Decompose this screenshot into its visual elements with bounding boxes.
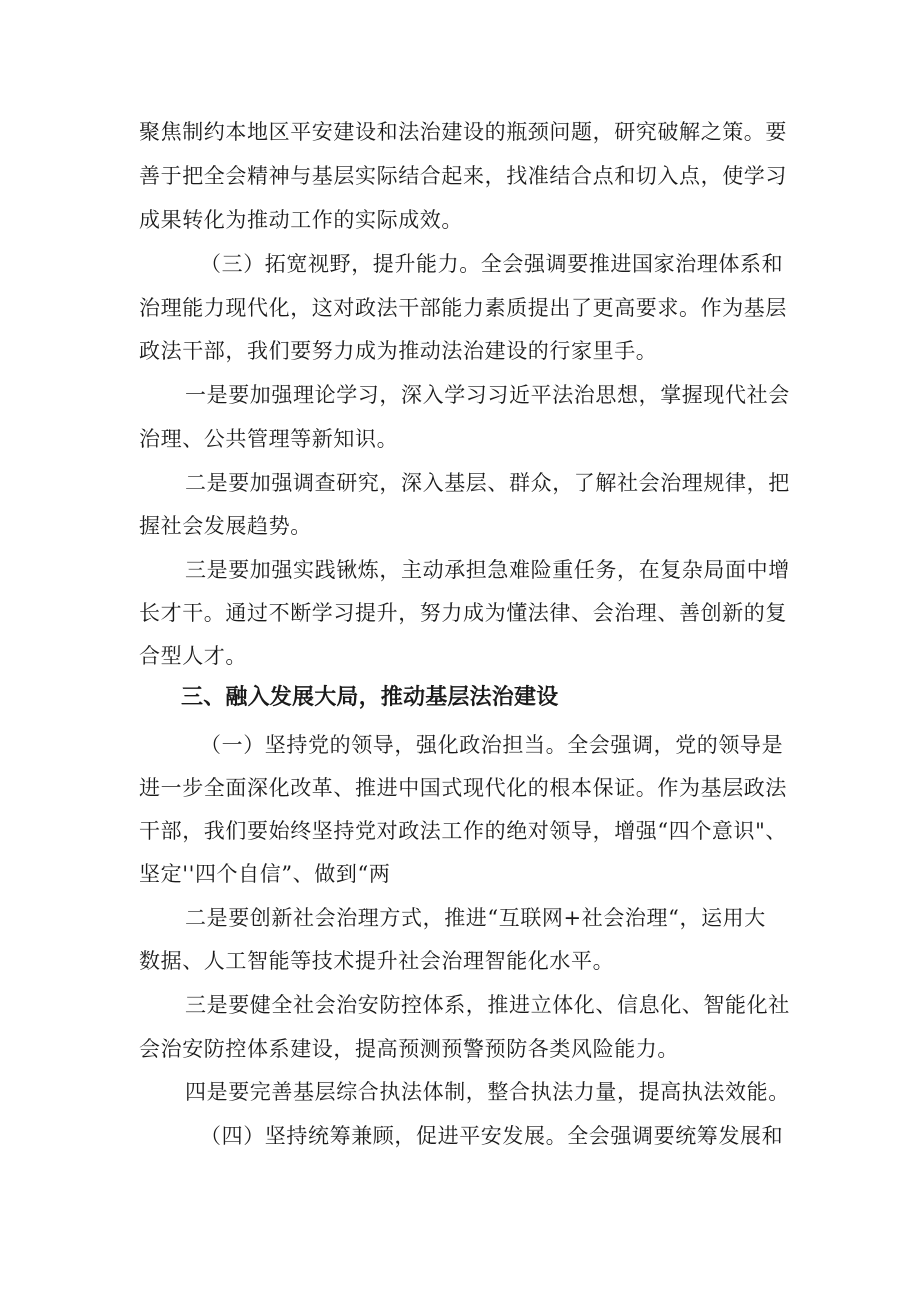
section-heading: 三、融入发展大局，推动基层法治建设 [181, 685, 559, 710]
paragraph-line: 进一步全面深化改革、推进中国式现代化的根本保证。作为基层政法 [139, 776, 787, 800]
paragraph-line: 二是要加强调查研究，深入基层、群众，了解社会治理规律，把 [185, 471, 790, 495]
paragraph-line: 治理能力现代化，这对政法干部能力素质提出了更高要求。作为基层 [139, 296, 787, 320]
paragraph-line: 会治安防控体系建设，提高预测预警预防各类风险能力。 [139, 1037, 679, 1061]
paragraph-line: 坚定''四个自信”、做到“两 [139, 862, 391, 886]
paragraph-line: 四是要完善基层综合执法体制，整合执法力量，提高执法效能。 [185, 1080, 790, 1104]
paragraph-line: 合型人才。 [139, 644, 247, 668]
paragraph-line: 善于把全会精神与基层实际结合起来，找准结合点和切入点，使学习 [139, 164, 787, 188]
paragraph-line: 成果转化为推动工作的实际成效。 [139, 208, 463, 232]
paragraph-line: 干部，我们要始终坚持党对政法工作的绝对领导，增强“四个意识"、 [139, 819, 787, 843]
paragraph-line: （一）坚持党的领导，强化政治担当。全会强调，党的领导是 [200, 733, 784, 757]
paragraph-line: 二是要创新社会治理方式，推进“互联网+社会治理“，运用大 [185, 906, 766, 930]
paragraph-line: 握社会发展趋势。 [139, 514, 312, 538]
paragraph-line: 治理、公共管理等新知识。 [139, 427, 399, 451]
paragraph-line: 三是要加强实践锹炼，主动承担急难险重任务，在复杂局面中增 [185, 558, 790, 582]
paragraph-line: （三）拓宽视野，提升能力。全会强调要推进国家治理体系和 [200, 252, 784, 276]
paragraph-line: （四）坚持统筹兼顾，促进平安发展。全会强调要统筹发展和 [200, 1124, 784, 1148]
paragraph-line: 三是要健全社会治安防控体系，推进立体化、信息化、智能化社 [185, 993, 790, 1017]
paragraph-line: 数据、人工智能等技术提升社会治理智能化水平。 [139, 949, 615, 973]
paragraph-line: 聚焦制约本地区平安建设和法治建设的瓶颈问题，研究破解之策。要 [139, 120, 787, 144]
paragraph-line: 政法干部，我们要努力成为推动法治建设的行家里手。 [139, 339, 658, 363]
paragraph-line: 一是要加强理论学习，深入学习习近平法治思想，掌握现代社会 [185, 383, 790, 407]
paragraph-line: 长才干。通过不断学习提升，努力成为懂法律、会治理、善创新的复 [139, 601, 787, 625]
